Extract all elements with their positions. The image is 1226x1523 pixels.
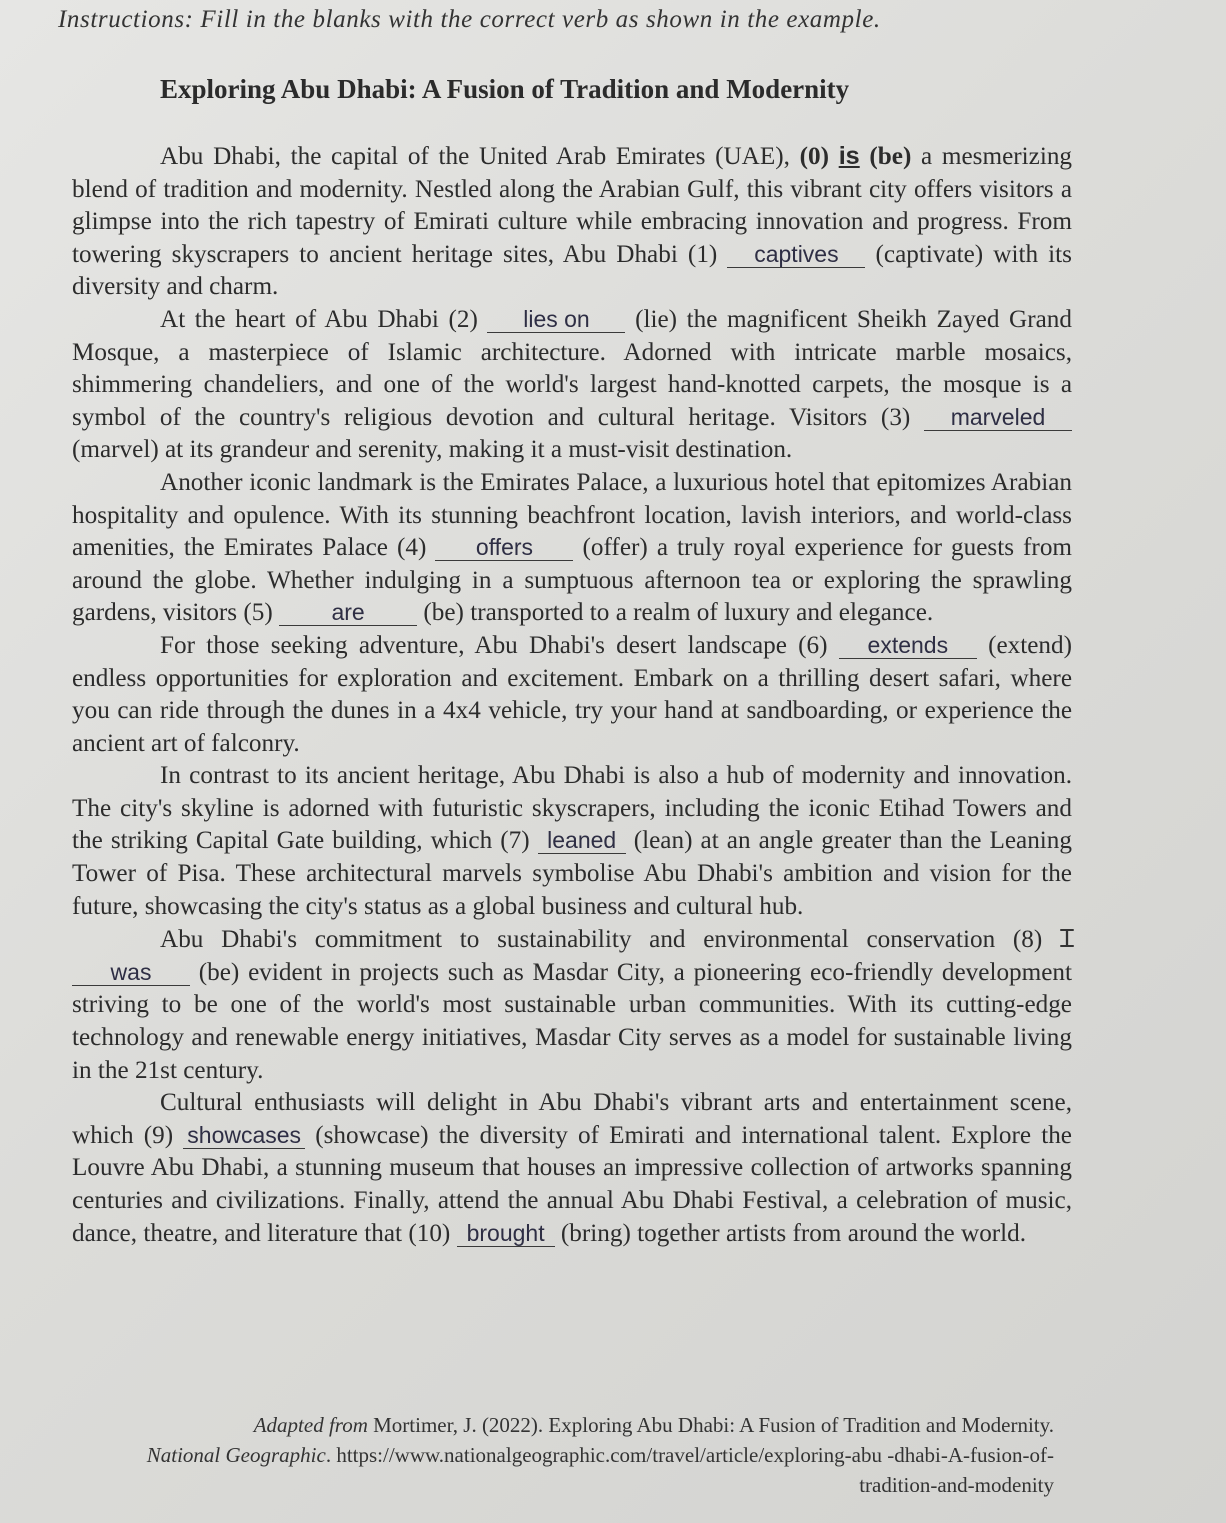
paragraph-text: (lean) at an angle greater than the Leaning Tower of Pisa. These architectural marvels symbolise Abu Dhabi's ambition and vision for the future, showcasing the city's status as a global business and cultural hub. [72,827,1072,920]
article-title: Exploring Abu Dhabi: A Fusion of Tradition and Modernity [160,74,850,104]
paragraph-text: For those seeking adventure, Abu Dhabi's desert landscape (6) [160,631,839,659]
paragraph-2 [72,304,1072,467]
paragraph-text: (marvel) at its grandeur and serenity, making it a must-visit destination. [72,436,793,464]
paragraph-text: (showcase) the diversity of Emirati and international talent. Explore the Louvre Abu Dhabi, a stunning museum that houses an impressive collection of artworks spanning centuries and civilizations. Finally, attend the annual Abu Dhabi Festival, a celebration of music, dance, theatre, and literature that (10) [72,1121,1072,1247]
citation-journal: National Geographic [146,1443,326,1467]
paragraph-3 [72,467,1072,630]
example-verb: (be) [869,143,912,170]
citation-adapted: Adapted from [253,1413,368,1437]
answer-blank-2[interactable]: lies on [487,306,625,333]
answer-blank-8[interactable]: was [72,959,190,986]
paragraph-text: In contrast to its ancient heritage, Abu Dhabi is also a hub of modernity and innovation. The city's skyline is adorned with futuristic skyscrapers, including the iconic Etihad Towers and the striking Capital Gate building, which (7) [72,762,1072,855]
paragraph-text: Cultural enthusiasts will delight in Abu Dhabi's vibrant arts and entertainment scene, which (9) [72,1089,1072,1149]
paragraph-text: a mesmerizing blend of tradition and modernity. Nestled along the Arabian Gulf, this vibrant city offers visitors a glimpse into the rich tapestry of Emirati culture while embracing innovation and progress. From towering skyscrapers to ancient heritage sites, Abu Dhabi (1) [72,143,1073,268]
paragraph-text: (be) transported to a realm of luxury and elegance. [417,599,934,627]
answer-blank-3[interactable]: marveled [924,404,1072,431]
article-body [72,140,1075,1250]
answer-blank-9[interactable]: showcases [183,1122,305,1149]
paragraph-text: Abu Dhabi, the capital of the United Arab Emirates (UAE), [160,143,800,170]
paragraph-text: (extend) endless opportunities for exploration and excitement. Embark on a thrilling desert safari, where you can ride through the dunes in a 4x4 vehicle, try your hand at sandboarding, or experience the ancient art of falconry. [72,631,1072,757]
paragraph-5 [72,760,1072,923]
answer-blank-10[interactable]: brought [457,1220,555,1247]
instructions: Instructions: Fill in the blanks with the correct verb as shown in the example. [58,6,881,33]
paragraph-text: At the heart of Abu Dhabi (2) [160,305,488,333]
text-cursor-icon: Ɪ [1060,924,1075,954]
paragraph-7 [72,1087,1072,1250]
citation-reference: Mortimer, J. (2022). Exploring Abu Dhabi: A Fusion of Tradition and Modernity. [367,1413,1054,1437]
paragraph-6 [72,923,1075,1087]
answer-blank-1[interactable]: captives [727,241,865,268]
answer-blank-7[interactable]: leaned [538,827,626,854]
paragraph-text: Abu Dhabi's commitment to sustainability and environmental conservation (8) [160,926,1060,954]
paragraph-text: (offer) a truly royal experience for guests from around the globe. Whether indulging in a sumptuous afternoon tea or exploring the sprawling gardens, visitors (5) [72,534,1073,627]
paragraph-4 [72,630,1072,760]
paragraph-text: Another iconic landmark is the Emirates Palace, a luxurious hotel that epitomizes Arabian hospitality and opulence. With its stunning beachfront location, lavish interiors, and world-class amenities, the Emirates Palace (4) [72,468,1072,562]
example-number: (0) [799,143,829,170]
answer-blank-6[interactable]: extends [839,632,977,659]
paragraph-text: (bring) together artists from around the world. [554,1219,1027,1247]
citation [94,1410,1054,1500]
answer-blank-4[interactable]: offers [435,534,573,561]
answer-blank-5[interactable]: are [279,599,417,626]
paragraph-text: (be) evident in projects such as Masdar City, a pioneering eco-friendly development striving to be one of the world's most sustainable urban communities. With its cutting-edge technology and renewable energy initiatives, Masdar City serves as a model for sustainable living in the 21st century. [72,958,1072,1084]
paragraph-1 [72,140,1072,304]
paragraph-text: (lie) the magnificent Sheikh Zayed Grand Mosque, a masterpiece of Islamic architecture. Adorned with intricate marble mosaics, shimmering chandeliers, and one of the world's largest hand-knotted carpets, the mosque is a symbol of the country's religious devotion and cultural heritage. Visitors (3) [72,305,1072,431]
citation-url[interactable]: . https://www.nationalgeographic.com/travel/article/exploring-abu -dhabi-A-fusion-of-tradition-and-modenity [325,1443,1054,1497]
paragraph-text: (captivate) with its diversity and charm. [72,240,1072,301]
example-answer: is [838,142,860,170]
